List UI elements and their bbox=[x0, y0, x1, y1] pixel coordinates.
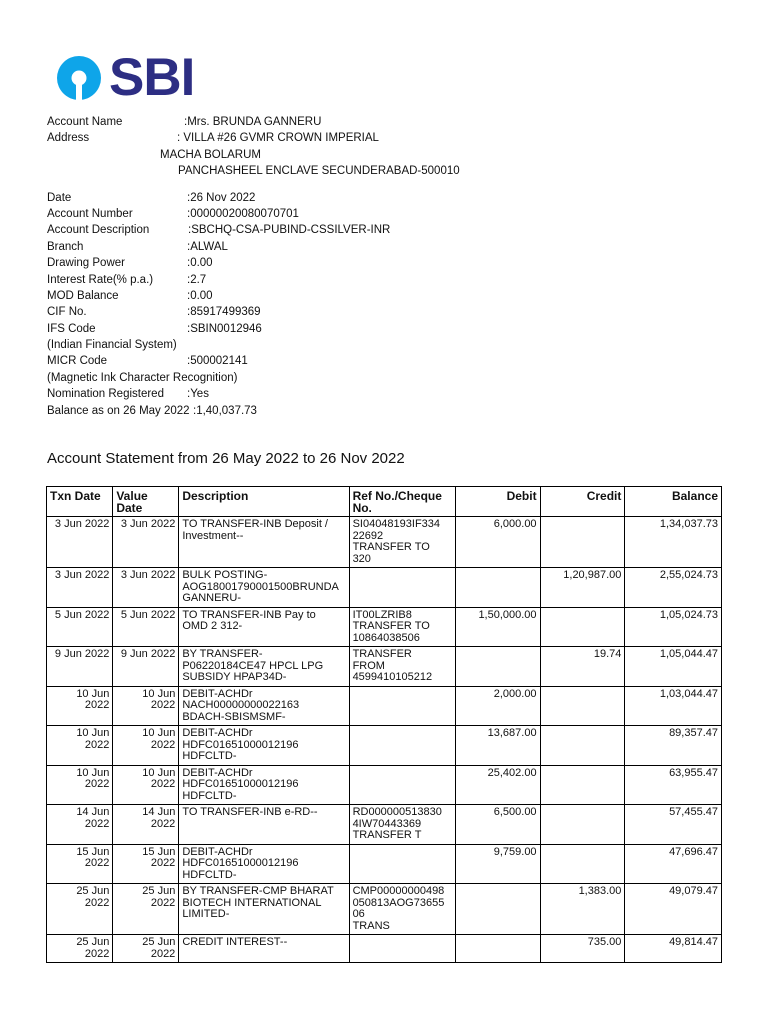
header-description: Description bbox=[179, 487, 349, 517]
txn-date-cell: 3 Jun 2022 bbox=[47, 517, 113, 568]
detail-value: :1,40,037.73 bbox=[193, 404, 257, 417]
balance-cell: 63,955.47 bbox=[625, 765, 722, 805]
value-date-cell: 25 Jun 2022 bbox=[113, 935, 179, 963]
header-credit: Credit bbox=[540, 487, 625, 517]
detail-label: Account Number bbox=[47, 207, 133, 220]
account-name-label: Account Name bbox=[47, 116, 123, 128]
detail-value: :0.00 bbox=[187, 289, 213, 302]
table-row bbox=[47, 517, 722, 568]
debit-cell bbox=[455, 935, 540, 963]
table-header-row bbox=[47, 487, 722, 517]
balance-cell: 89,357.47 bbox=[625, 726, 722, 766]
txn-date-cell: 5 Jun 2022 bbox=[47, 607, 113, 647]
description-cell: DEBIT-ACHDr HDFC01651000012196 HDFCLTD- bbox=[179, 726, 349, 766]
table-row bbox=[47, 765, 722, 805]
value-date-cell: 9 Jun 2022 bbox=[113, 647, 179, 687]
debit-cell: 6,000.00 bbox=[455, 517, 540, 568]
table-row bbox=[47, 844, 722, 884]
brand-name: SBI bbox=[109, 48, 195, 107]
ref-no-cell: IT00LZRIB8 TRANSFER TO 10864038506 bbox=[349, 607, 455, 647]
debit-cell: 6,500.00 bbox=[455, 805, 540, 845]
value-date-cell: 14 Jun 2022 bbox=[113, 805, 179, 845]
credit-cell: 1,20,987.00 bbox=[540, 568, 625, 608]
ref-no-cell bbox=[349, 568, 455, 608]
detail-label: MOD Balance bbox=[47, 289, 119, 302]
ref-no-cell: CMP00000000498 050813AOG73655 06 TRANS bbox=[349, 884, 455, 935]
value-date-cell: 10 Jun 2022 bbox=[113, 686, 179, 726]
debit-cell: 9,759.00 bbox=[455, 844, 540, 884]
detail-label: Drawing Power bbox=[47, 257, 125, 270]
value-date-cell: 15 Jun 2022 bbox=[113, 844, 179, 884]
table-row bbox=[47, 686, 722, 726]
txn-date-cell: 25 Jun 2022 bbox=[47, 935, 113, 963]
detail-label: MICR Code bbox=[47, 355, 108, 368]
debit-cell bbox=[455, 647, 540, 687]
statement-title: Account Statement from 26 May 2022 to 26 Nov 2022 bbox=[47, 450, 405, 467]
value-date-cell: 10 Jun 2022 bbox=[113, 765, 179, 805]
balance-cell: 1,05,044.47 bbox=[625, 647, 722, 687]
value-date-cell: 3 Jun 2022 bbox=[113, 568, 179, 608]
debit-cell: 1,50,000.00 bbox=[455, 607, 540, 647]
txn-date-cell: 10 Jun 2022 bbox=[47, 686, 113, 726]
txn-date-cell: 15 Jun 2022 bbox=[47, 844, 113, 884]
description-cell: CREDIT INTEREST-- bbox=[179, 935, 349, 963]
balance-cell: 1,34,037.73 bbox=[625, 517, 722, 568]
address-label: Address bbox=[47, 132, 90, 145]
description-cell: TO TRANSFER-INB Deposit / Investment-- bbox=[179, 517, 349, 568]
balance-cell: 1,05,024.73 bbox=[625, 607, 722, 647]
table-row bbox=[47, 884, 722, 935]
header-debit: Debit bbox=[455, 487, 540, 517]
credit-cell: 735.00 bbox=[540, 935, 625, 963]
debit-cell bbox=[455, 568, 540, 608]
credit-cell: 1,383.00 bbox=[540, 884, 625, 935]
debit-cell bbox=[455, 884, 540, 935]
txn-date-cell: 10 Jun 2022 bbox=[47, 765, 113, 805]
address-line-1: : VILLA #26 GVMR CROWN IMPERIAL bbox=[177, 132, 379, 145]
detail-value: :00000020080070701 bbox=[187, 207, 299, 220]
txn-date-cell: 3 Jun 2022 bbox=[47, 568, 113, 608]
detail-label: CIF No. bbox=[47, 306, 87, 319]
balance-cell: 1,03,044.47 bbox=[625, 686, 722, 726]
credit-cell bbox=[540, 517, 625, 568]
description-cell: BY TRANSFER-CMP BHARAT BIOTECH INTERNATIONAL LIMITED- bbox=[179, 884, 349, 935]
credit-cell bbox=[540, 686, 625, 726]
table-row bbox=[47, 935, 722, 963]
balance-cell: 49,814.47 bbox=[625, 935, 722, 963]
credit-cell bbox=[540, 607, 625, 647]
value-date-cell: 25 Jun 2022 bbox=[113, 884, 179, 935]
ref-no-cell bbox=[349, 765, 455, 805]
table-row bbox=[47, 805, 722, 845]
description-cell: TO TRANSFER-INB e-RD-- bbox=[179, 805, 349, 845]
header-balance: Balance bbox=[625, 487, 722, 517]
balance-cell: 57,455.47 bbox=[625, 805, 722, 845]
credit-cell: 19.74 bbox=[540, 647, 625, 687]
ref-no-cell bbox=[349, 686, 455, 726]
credit-cell bbox=[540, 726, 625, 766]
detail-value: :SBCHQ-CSA-PUBIND-CSSILVER-INR bbox=[188, 224, 391, 237]
description-cell: BY TRANSFER- P06220184CE47 HPCL LPG SUBSIDY HPAP34D- bbox=[179, 647, 349, 687]
balance-cell: 2,55,024.73 bbox=[625, 568, 722, 608]
ref-no-cell bbox=[349, 726, 455, 766]
address-line-2: MACHA BOLARUM bbox=[160, 148, 261, 161]
table-row bbox=[47, 568, 722, 608]
detail-value: :0.00 bbox=[187, 257, 213, 270]
detail-label: Nomination Registered bbox=[47, 388, 164, 401]
txn-date-cell: 14 Jun 2022 bbox=[47, 805, 113, 845]
balance-cell: 49,079.47 bbox=[625, 884, 722, 935]
detail-value: :2.7 bbox=[187, 273, 207, 286]
address-line-3: PANCHASHEEL ENCLAVE SECUNDERABAD-500010 bbox=[178, 165, 460, 178]
detail-label: Balance as on 26 May 2022 bbox=[47, 404, 190, 417]
ref-no-cell: RD000000513830 4IW70443369 TRANSFER T bbox=[349, 805, 455, 845]
txn-date-cell: 25 Jun 2022 bbox=[47, 884, 113, 935]
sbi-logo bbox=[55, 48, 195, 107]
debit-cell: 2,000.00 bbox=[455, 686, 540, 726]
header-ref-no: Ref No./Cheque No. bbox=[349, 487, 455, 517]
txn-date-cell: 9 Jun 2022 bbox=[47, 647, 113, 687]
table-row bbox=[47, 647, 722, 687]
detail-value: :ALWAL bbox=[187, 240, 228, 253]
balance-cell: 47,696.47 bbox=[625, 844, 722, 884]
ref-no-cell bbox=[349, 935, 455, 963]
description-cell: DEBIT-ACHDr HDFC01651000012196 HDFCLTD- bbox=[179, 765, 349, 805]
transactions-table bbox=[46, 486, 722, 963]
header-txn-date: Txn Date bbox=[47, 487, 113, 517]
value-date-cell: 10 Jun 2022 bbox=[113, 726, 179, 766]
table-row bbox=[47, 726, 722, 766]
detail-label: (Magnetic Ink Character Recognition) bbox=[47, 371, 238, 384]
table-row bbox=[47, 607, 722, 647]
ref-no-cell bbox=[349, 844, 455, 884]
sbi-keyhole-circle-icon bbox=[55, 54, 103, 102]
ref-no-cell: SI04048193IF334 22692 TRANSFER TO 320 bbox=[349, 517, 455, 568]
account-name-value: :Mrs. BRUNDA GANNERU bbox=[184, 116, 322, 128]
debit-cell: 25,402.00 bbox=[455, 765, 540, 805]
detail-label: Account Description bbox=[47, 224, 150, 237]
debit-cell: 13,687.00 bbox=[455, 726, 540, 766]
value-date-cell: 5 Jun 2022 bbox=[113, 607, 179, 647]
detail-label: Interest Rate(% p.a.) bbox=[47, 273, 154, 286]
ref-no-cell: TRANSFER FROM 4599410105212 bbox=[349, 647, 455, 687]
detail-value: :Yes bbox=[187, 388, 209, 401]
header-value-date: Value Date bbox=[113, 487, 179, 517]
detail-label: (Indian Financial System) bbox=[47, 339, 177, 352]
txn-date-cell: 10 Jun 2022 bbox=[47, 726, 113, 766]
detail-value: :85917499369 bbox=[187, 306, 261, 319]
credit-cell bbox=[540, 844, 625, 884]
description-cell: BULK POSTING- AOG18001790001500BRUNDA GANNERU- bbox=[179, 568, 349, 608]
detail-value: :26 Nov 2022 bbox=[187, 191, 256, 204]
detail-label: Date bbox=[47, 191, 72, 204]
detail-value: :SBIN0012946 bbox=[187, 322, 262, 335]
detail-label: IFS Code bbox=[47, 322, 96, 335]
detail-value: :500002141 bbox=[187, 355, 248, 368]
credit-cell bbox=[540, 805, 625, 845]
value-date-cell: 3 Jun 2022 bbox=[113, 517, 179, 568]
credit-cell bbox=[540, 765, 625, 805]
description-cell: DEBIT-ACHDr HDFC01651000012196 HDFCLTD- bbox=[179, 844, 349, 884]
detail-label: Branch bbox=[47, 240, 84, 253]
description-cell: TO TRANSFER-INB Pay to OMD 2 312- bbox=[179, 607, 349, 647]
description-cell: DEBIT-ACHDr NACH00000000022163 BDACH-SBISMSMF- bbox=[179, 686, 349, 726]
